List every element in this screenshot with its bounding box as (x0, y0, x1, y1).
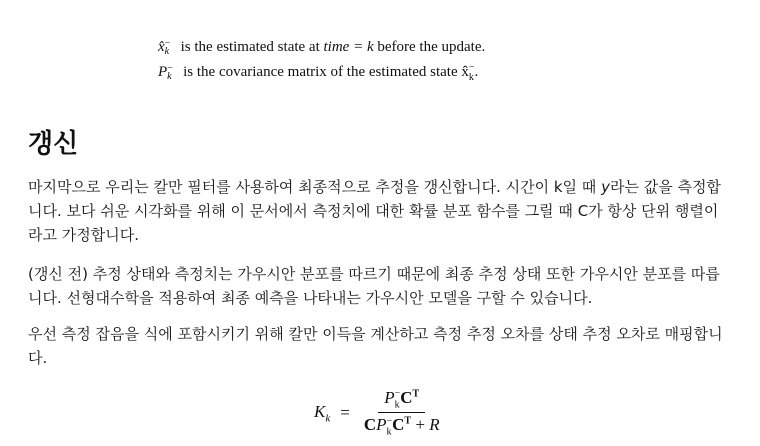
kalman-gain-formula (314, 388, 444, 438)
definition-text: is the estimated state at (176, 39, 324, 55)
formula-fraction (360, 388, 444, 438)
definitions (158, 32, 486, 83)
definition-x-hat (158, 32, 485, 56)
definition-text-after: before the update. (373, 39, 486, 55)
definition-italic: time = k (323, 39, 374, 55)
formula-denominator: $CP_k^-C^T + R$ (363, 415, 440, 438)
symbol-p: $P_k^-$ (158, 63, 174, 82)
definition-p: $P_k^-$ is the covariance matrix of the estimated state $x̂_k^-$. (158, 56, 485, 80)
section-heading: 갱신 (28, 129, 79, 159)
paragraph-gaussian: (갱신 전) 추정 상태와 측정치는 가우시안 분포를 따르기 때문에 최종 추정 상태 또한 가우시안 분포를 따릅니다. 선형대수학을 적용하여 최종 예측을 나타내는 가우시안 모델을 구할 수 있습니다. (28, 265, 720, 307)
definition-text: is the covariance matrix of the estimated state x̂ (179, 64, 469, 80)
formula-numerator: $P_k^-C^T$ (378, 388, 425, 413)
paragraph-kalman-gain: 우선 측정 잡음을 식에 포함시키기 위해 칼만 이득을 계산하고 측정 추정 오차를 상태 추정 오차로 매핑합니다. (28, 325, 723, 367)
symbol-x-hat: $x̂_k^-$ (158, 38, 171, 57)
formula-lhs: $K_k$ (314, 401, 331, 425)
formula-equals: = (340, 402, 350, 422)
paragraph-measurement: 마지막으로 우리는 칼만 필터를 사용하여 최종적으로 추정을 갱신합니다. 시간이 k일 때 y라는 값을 측정합니다. 보다 쉬운 시각화를 위해 이 문서에서 측정치에 대한 확률 분포 함수를 그릴 때 C가 항상 단위 행렬이라고 가정합니다. (28, 178, 721, 244)
